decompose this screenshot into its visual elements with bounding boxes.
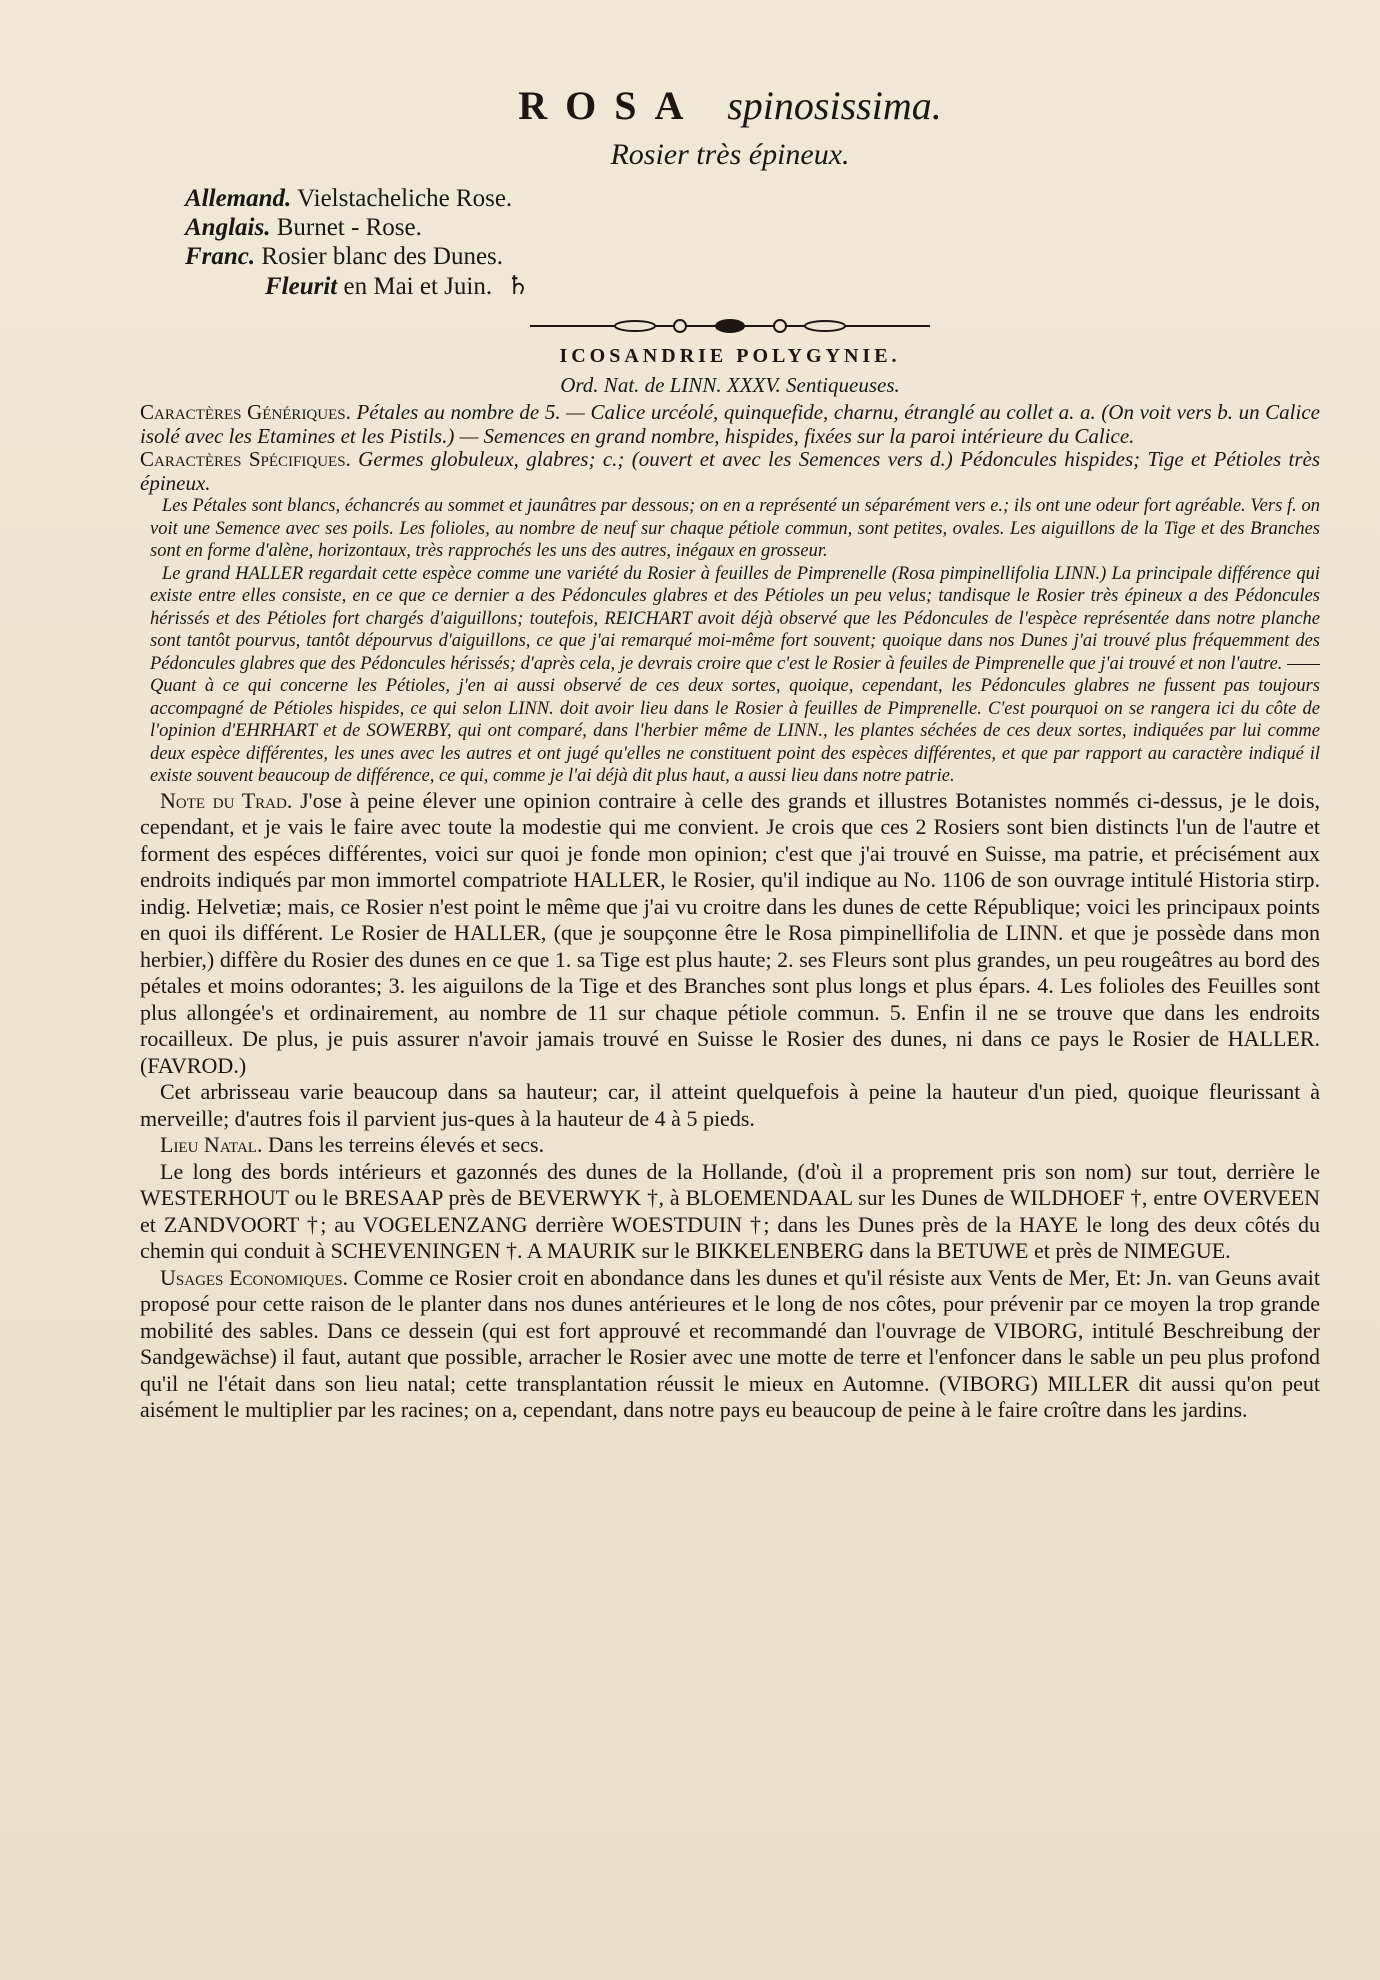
section-text: J'ose à peine élever une opinion contraire à celle des grands et illustres Botanistes nommés ci-dessus, je le dois, cependant, et je vais le faire avec toute la modestie qui me convient. Je crois que ces 2 Rosiers sont bien distincts l'un de l'autre et forment des espéces différentes, voici sur quoi je fonde mon opinion; c'est que j'ai trouvé en Suisse, ma patrie, et précisément aux endroits indiqués par mon immortel compatriote HALLER, le Rosier, qu'il indique au No. 1106 de son ouvrage intitulé Historia stirp. indig. Helvetiæ; mais, ce Rosier n'est point le même que j'ai vu croitre dans les dunes de cette République; voici les principaux points en quoi ils différent. Le Rosier de HALLER, (que je soupçonne être le Rosa pimpinellifolia de LINN. et que je possède dans mon herbier,) diffère du Rosier des dunes en ce que 1. sa Tige est plus haute; 2. ses Fleurs sont plus grandes, un peu rougeâtres au bord des pétales et moins odorantes; 3. les aiguilons de la Tige et des Branches sont plus longs et plus épars. 4. Les folioles des Feuilles sont plus allongée's et ordinairement, au nombre de 11 sur chaque pétiole commun. 5. Enfin il ne se trouve que dans les endroits rocailleux. De plus, je puis assurer n'avoir jamais trouvé en Suisse le Rosier des dunes, ni dans ce pays le Rosier de HALLER. (FAVROD.) (140, 787, 1321, 1078)
uses-paragraph (140, 1265, 1320, 1424)
language-label: Anglais. (185, 214, 271, 241)
species-name: spinosissima. (727, 83, 942, 128)
flowering-time (185, 271, 1320, 301)
generic-characters (140, 401, 1320, 448)
section-text: Comme ce Rosier croit en abondance dans les dunes et qu'il résiste aux Vents de Mer, Et: Jn. van Geuns avait proposé pour cette raison de le planter dans nos dunes antérieures et le long de nos côtes, pour prévenir par ce moyen la trop grande mobilité des sables. Dans ce dessein (qui est fort approuvé et recommandé dan l'ouvrage de VIBORG, intitulé Beschreibung der Sandgewächse) il faut, autant que possible, arracher le Rosier avec une motte de terre et l'enfoncer dans le sable un peu plus profond qu'il ne l'était dans son lieu natal; cette transplantation réussit le mieux en Automne. (VIBORG) MILLER dit aussi qu'on peut aisément le multiplier par les racines; on a, cependant, dans notre pays eu beaucoup de peine à le faire croître dans les jardins. (140, 1264, 1320, 1422)
language-label: Allemand. (185, 185, 292, 212)
common-name-value: Burnet - Rose. (276, 214, 422, 241)
habit-paragraph: Cet arbrisseau varie beaucoup dans sa hauteur; car, il atteint quelquefois à peine la hauteur d'un pied, quoique fleurissant à merveille; d'autres fois il parvient jus-ques à la hauteur de 4 à 5 pieds. (140, 1079, 1320, 1131)
section-lead: Note du Trad. (160, 787, 293, 813)
habitat-paragraph: Le long des bords intérieurs et gazonnés des dunes de la Hollande, (d'où il a proprement pris son nom) sur tout, derrière le WESTERHOUT ou le BRESAAP près de BEVERWYK †, à BLOEMENDAAL sur les Dunes de WILDHOEF †, entre OVERVEEN et ZANDVOORT †; au VOGELENZANG derrière WOESTDUIN †; dans les Dunes près de la HAYE le long des deux côtés du chemin qui conduit à SCHEVENINGEN †. A MAURIK sur le BIKKELENBERG dans la BETUWE et près de NIMEGUE. (140, 1158, 1320, 1263)
section-lead: Caractères Génériques. (140, 400, 351, 424)
common-name-french (185, 242, 1320, 271)
saturn-symbol: ♄ (506, 271, 530, 300)
page-content (140, 78, 1320, 1424)
description-paragraph: Les Pétales sont blancs, échancrés au sommet et jaunâtres par dessous; on en a représenté un séparément vers e.; ils ont une odeur fort agréable. Vers f. on voit une Semence avec ses poils. Les folioles, au nombre de neuf sur chaque pétiole commun, sont petites, ovales. Les aiguillons de la Tige et des Branches sont en forme d'alène, horizontaux, très rapprochés les uns des autres, inégaux en grosseur. (150, 496, 1320, 561)
genus-name: ROSA (518, 83, 700, 128)
section-lead: Lieu Natal. (160, 1132, 263, 1157)
translator-note (140, 788, 1320, 1080)
ornament-rule-icon (530, 319, 930, 333)
section-lead: Caractères Spécifiques. (140, 447, 351, 471)
section-lead: Usages Economiques. (160, 1264, 349, 1290)
section-text: Dans les terreins élevés et secs. (267, 1132, 545, 1157)
common-name-value: Rosier blanc des Dunes. (261, 243, 504, 270)
section-text: Germes globuleux, glabres; c.; (ouvert et avec les Semences vers d.) Pédoncules hispides; Tige et Pétioles très épineux. (140, 447, 1320, 495)
common-name-english (185, 213, 1320, 242)
french-title: Rosier très épineux. (610, 138, 850, 171)
common-names (185, 184, 1320, 301)
flowering-value: en Mai et Juin. (343, 273, 493, 300)
ornament-divider (140, 319, 1320, 333)
language-label: Franc. (185, 243, 256, 270)
haller-paragraph: Le grand HALLER regardait cette espèce comme une variété du Rosier à feuilles de Pimprenelle (Rosa pimpinellifolia LINN.) La principale différence qui existe entre elles consiste, en ce que ce dernier a des Pédoncules glabres et des Pétioles un peu velus; tandisque le Rosier très épineux a des Pédoncules hérissés et des Pétioles fort chargés d'aiguillons; toutefois, REICHART avoit déjà observé que les Pédoncules de l'espèce représentée dans notre planche sont tantôt pourvus, tantôt dépourvus d'aiguillons, ce que j'ai remarqué moi-même fort souvent; quoique dans nos Dunes j'ai trouvé plus fréquemment des Pédoncules glabres que des Pédoncules hérissés; d'après cela, je devrais croire que c'est le Rosier à feuiles de Pimprenelle que j'ai trouvé et non l'autre. —— Quant à ce qui concerne les Pétioles, j'en ai aussi observé de ces deux sortes, quoique, cependant, les Pédoncules glabres ne fussent pas toujours accompagné de Pétioles hispides, ce qui selon LINN. doit avoir lieu dans le Rosier à feuilles de Pimprenelle. C'est pourquoi on se rangera ici du côte de l'opinion d'EHRHART et de SOWERBY, qui ont comparé, dans l'herbier même de LINN., les plantes séchées de ces deux sortes, indiquées par lui comme deux espèce différentes, les unes avec les autres et ont jugé qu'elles ne constituent point des espèces différentes, et que par rapport au caractère indiqué il existe souvent beaucoup de différence, ce qui, comme je l'ai déjà dit plus haut, a aussi lieu dans notre patrie. (150, 563, 1320, 786)
flowering-label: Fleurit (265, 273, 338, 300)
classification-order: Ord. Nat. de LINN. XXXV. Sentiqueuses. (560, 373, 900, 397)
section-text: Pétales au nombre de 5. — Calice urcéolé, quinquefide, charnu, étranglé au collet a. a. (On voit vers b. un Calice isolé avec les Etamines et les Pistils.) — Semences en grand nombre, hispides, fixées sur la paroi intérieure du Calice. (140, 400, 1320, 448)
page-title (140, 78, 1320, 134)
common-name-german (185, 184, 1320, 213)
habitat-heading (140, 1132, 1320, 1159)
common-name-value: Vielstacheliche Rose. (297, 185, 513, 212)
classification-class: ICOSANDRIE POLYGYNIE. (559, 345, 901, 367)
specific-characters (140, 448, 1320, 495)
